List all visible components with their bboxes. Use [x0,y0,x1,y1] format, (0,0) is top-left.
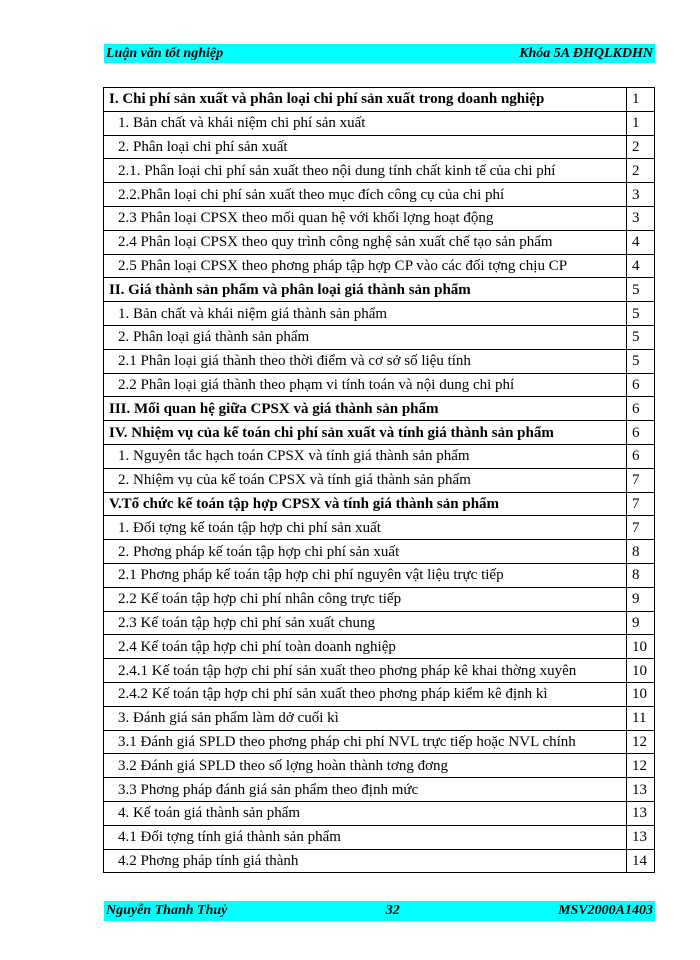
toc-row [104,492,655,516]
toc-entry-page: 5 [627,349,655,373]
toc-row [104,349,655,373]
footer-author: Nguyễn Thanh Thuỷ [106,903,228,918]
toc-entry-page: 4 [627,254,655,278]
toc-entry-page: 6 [627,397,655,421]
toc-entry-title: 2. Phân loại giá thành sản phẩm [104,325,627,349]
toc-entry-page: 9 [627,587,655,611]
table-of-contents [103,87,655,873]
toc-entry-page: 12 [627,754,655,778]
toc-row [104,730,655,754]
toc-entry-title: 1. Nguyên tắc hạch toán CPSX và tính giá thành sản phẩm [104,444,627,468]
toc-entry-page: 5 [627,302,655,326]
toc-entry-page: 13 [627,801,655,825]
toc-entry-title: 2.3 Phân loại CPSX theo mối quan hệ với khối lợng hoạt động [104,206,627,230]
toc-entry-title: 2. Phân loại chi phí sản xuất [104,135,627,159]
toc-row [104,230,655,254]
toc-body [104,88,655,873]
toc-entry-page: 8 [627,540,655,564]
toc-row [104,778,655,802]
toc-entry-title: 1. Bản chất và khái niệm chi phí sản xuất [104,111,627,135]
toc-entry-page: 4 [627,230,655,254]
toc-row [104,563,655,587]
toc-row [104,88,655,112]
toc-entry-page: 14 [627,849,655,873]
toc-entry-title: 1. Bản chất và khái niệm giá thành sản phẩm [104,302,627,326]
toc-row [104,801,655,825]
footer-page-number: 32 [385,903,400,918]
toc-row [104,540,655,564]
toc-row [104,159,655,183]
toc-entry-title: 3.3 Phơng pháp đánh giá sản phẩm theo định mức [104,778,627,802]
toc-entry-title: V.Tổ chức kế toán tập hợp CPSX và tính giá thành sản phẩm [104,492,627,516]
toc-entry-title: 3. Đánh giá sản phẩm làm dở cuối kì [104,706,627,730]
toc-entry-page: 7 [627,492,655,516]
toc-entry-title: 2.2 Phân loại giá thành theo phạm vi tính toán và nội dung chi phí [104,373,627,397]
header-right-text: Khóa 5A ĐHQLKDHN [519,45,653,61]
toc-entry-title: 2.1. Phân loại chi phí sản xuất theo nội dung tính chất kinh tế của chi phí [104,159,627,183]
toc-entry-page: 13 [627,825,655,849]
toc-row [104,444,655,468]
toc-row [104,206,655,230]
toc-entry-page: 5 [627,278,655,302]
toc-entry-title: III. Mối quan hệ giữa CPSX và giá thành sản phẩm [104,397,627,421]
toc-row [104,302,655,326]
toc-entry-page: 2 [627,159,655,183]
toc-entry-title: 2.1 Phơng pháp kế toán tập hợp chi phí nguyên vật liệu trực tiếp [104,563,627,587]
toc-entry-page: 13 [627,778,655,802]
toc-entry-page: 10 [627,682,655,706]
toc-entry-page: 9 [627,611,655,635]
toc-entry-page: 1 [627,88,655,112]
toc-row [104,659,655,683]
toc-row [104,325,655,349]
toc-row [104,111,655,135]
footer-student-id: MSV2000A1403 [558,903,653,918]
toc-entry-title: II. Giá thành sản phẩm và phân loại giá thành sản phẩm [104,278,627,302]
toc-entry-page: 7 [627,468,655,492]
toc-entry-page: 2 [627,135,655,159]
toc-row [104,682,655,706]
toc-entry-title: 2.4 Phân loại CPSX theo quy trình công nghệ sản xuất chế tạo sản phẩm [104,230,627,254]
toc-entry-page: 3 [627,206,655,230]
toc-entry-title: 2.4 Kế toán tập hợp chi phí toàn doanh nghiệp [104,635,627,659]
toc-entry-page: 3 [627,183,655,207]
toc-entry-page: 8 [627,563,655,587]
toc-entry-title: 3.2 Đánh giá SPLD theo số lợng hoàn thành tơng đơng [104,754,627,778]
toc-row [104,611,655,635]
toc-row [104,183,655,207]
page-header [104,44,655,63]
toc-entry-title: I. Chi phí sản xuất và phân loại chi phí sản xuất trong doanh nghiệp [104,88,627,112]
toc-row [104,754,655,778]
toc-row [104,635,655,659]
toc-row [104,397,655,421]
toc-row [104,254,655,278]
toc-row [104,587,655,611]
toc-entry-page: 7 [627,516,655,540]
toc-entry-page: 10 [627,659,655,683]
header-left-text: Luận văn tốt nghiệp [106,45,224,61]
toc-row [104,373,655,397]
toc-entry-page: 6 [627,444,655,468]
toc-entry-title: 3.1 Đánh giá SPLD theo phơng pháp chi phí NVL trực tiếp hoặc NVL chính [104,730,627,754]
toc-row [104,849,655,873]
toc-entry-title: 4.1 Đối tợng tính giá thành sản phẩm [104,825,627,849]
toc-entry-title: 1. Đối tợng kế toán tập hợp chi phí sản xuất [104,516,627,540]
toc-entry-title: 2.2.Phân loại chi phí sản xuất theo mục đích công cụ của chi phí [104,183,627,207]
toc-entry-title: 2.4.1 Kế toán tập hợp chi phí sản xuất theo phơng pháp kê khai thờng xuyên [104,659,627,683]
toc-entry-page: 10 [627,635,655,659]
toc-entry-page: 11 [627,706,655,730]
toc-entry-title: 2. Phơng pháp kế toán tập hợp chi phí sản xuất [104,540,627,564]
toc-entry-page: 12 [627,730,655,754]
toc-row [104,421,655,445]
page-footer [104,901,655,921]
toc-row [104,468,655,492]
toc-entry-title: IV. Nhiệm vụ của kế toán chi phí sản xuất và tính giá thành sản phẩm [104,421,627,445]
toc-entry-title: 4.2 Phơng pháp tính giá thành [104,849,627,873]
toc-row [104,706,655,730]
toc-entry-page: 5 [627,325,655,349]
toc-entry-page: 6 [627,421,655,445]
toc-entry-title: 2.2 Kế toán tập hợp chi phí nhân công trực tiếp [104,587,627,611]
toc-row [104,516,655,540]
toc-row [104,825,655,849]
toc-row [104,278,655,302]
toc-entry-page: 1 [627,111,655,135]
toc-entry-title: 2.1 Phân loại giá thành theo thời điểm và cơ sở số liệu tính [104,349,627,373]
toc-entry-title: 4. Kế toán giá thành sản phẩm [104,801,627,825]
toc-entry-title: 2.5 Phân loại CPSX theo phơng pháp tập hợp CP vào các đối tợng chịu CP [104,254,627,278]
toc-entry-title: 2.3 Kế toán tập hợp chi phí sản xuất chung [104,611,627,635]
toc-entry-title: 2. Nhiệm vụ của kế toán CPSX và tính giá thành sản phẩm [104,468,627,492]
toc-row [104,135,655,159]
toc-entry-title: 2.4.2 Kế toán tập hợp chi phí sản xuất theo phơng pháp kiểm kê định kì [104,682,627,706]
toc-entry-page: 6 [627,373,655,397]
